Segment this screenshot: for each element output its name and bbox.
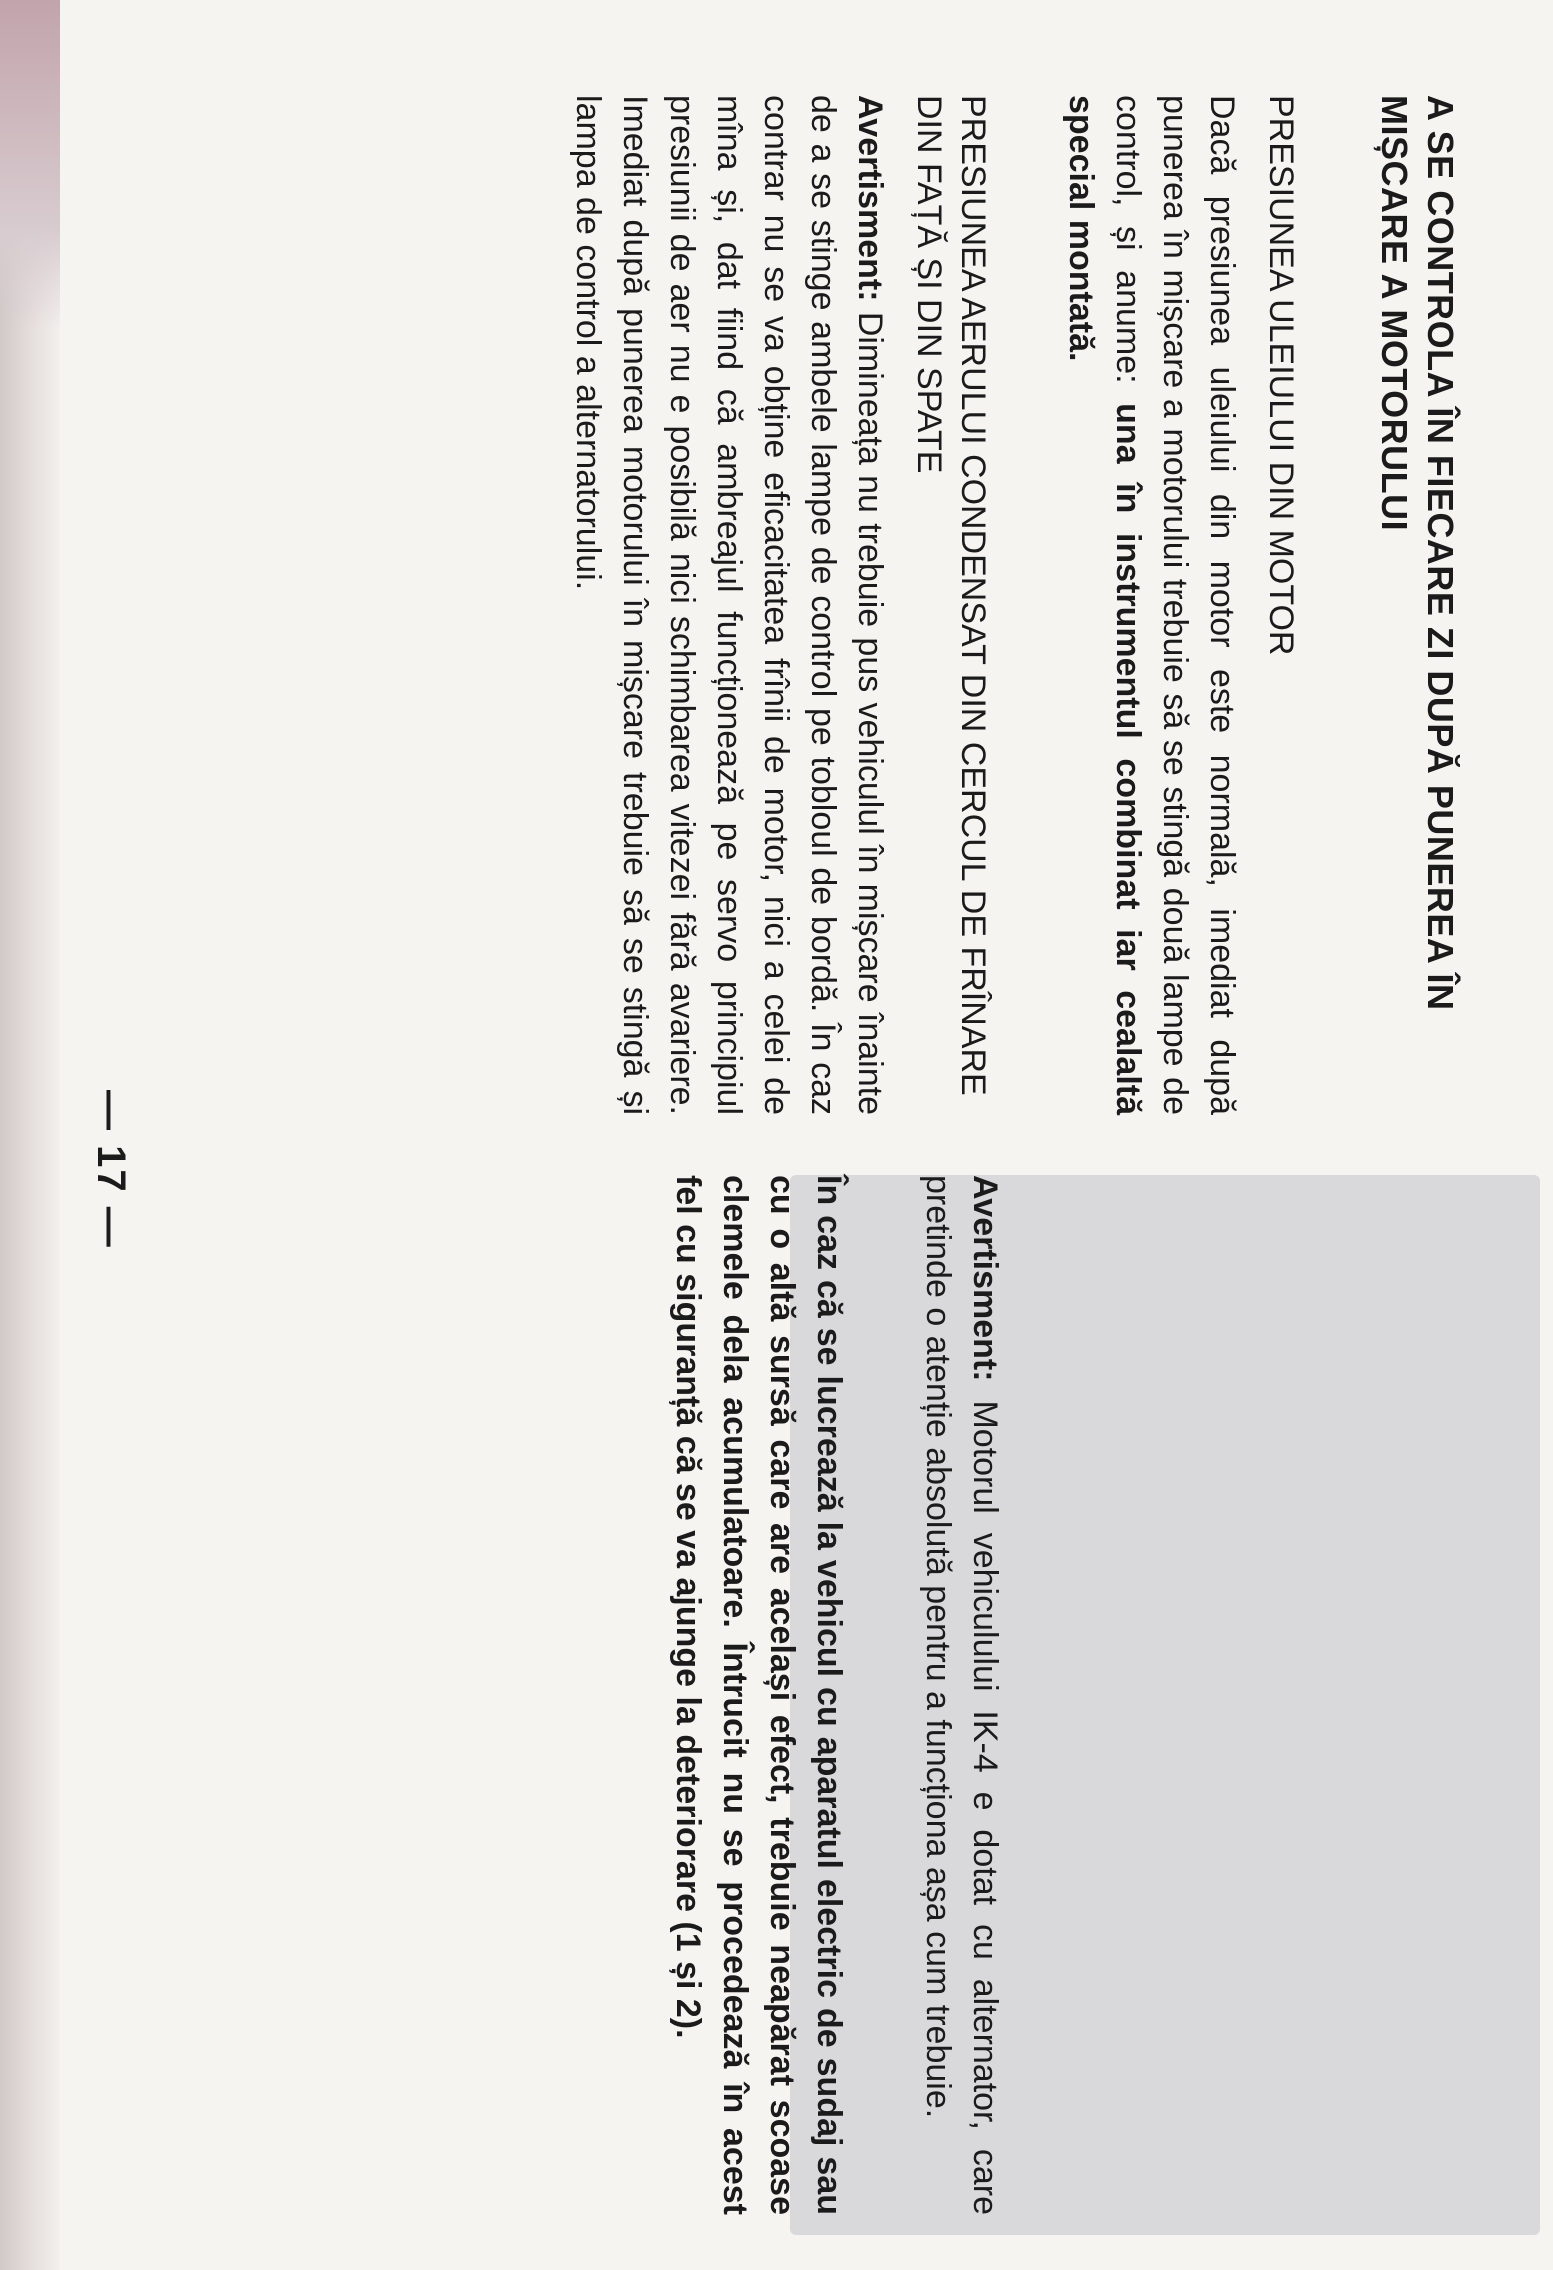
- right-column: [664, 1175, 1008, 2215]
- brake-warning-text: Dimineața nu trebuie pus vehiculul în mișcare înainte de a se stinge ambele lampe de control pe tobloul de bordă. În caz contrar nu se va obține eficacitatea frînii de motor, nici a celei de mîna și, dat fiind că ambreajul funcționează pe servo principiul presiunii de aer nu e posibilă nici schimbarea vitezei fără avariere. Imediat după punerea motorului în mișcare trebuie să se stingă și lampa de control a alternatorului.: [569, 95, 889, 1115]
- alternator-warning-label: Avertisment:: [966, 1175, 1004, 1382]
- brake-air-pressure-heading: PRESIUNEA AERULUI CONDENSAT DIN CERCUL DE FRÎNARE DIN FAȚĂ ȘI DIN SPATE: [910, 95, 992, 1096]
- alternator-warning-text: Motorul vehiculului IK-4 e dotat cu alternator, care pretinde o atenție absolută pentru a funcționa așa cum trebuie.: [919, 1175, 1004, 2215]
- oil-pressure-bold-text: una în instrumentul combinat iar cealaltă special montată.: [1062, 95, 1147, 1115]
- oil-pressure-heading: PRESIUNEA ULEIULUI DIN MOTOR: [1262, 95, 1300, 656]
- oil-pressure-text: Dacă presiunea uleiului din motor este normală, imediat după punerea în mișcare a motorului trebuie să se stingă două lampe de control, și anume:: [1109, 95, 1241, 1115]
- oil-pressure-paragraph: [1057, 95, 1245, 1115]
- alternator-warning-paragraph: [914, 1175, 1008, 2215]
- page-number: — 17 —: [89, 1090, 133, 1249]
- brake-warning-label: Avertisment:: [851, 95, 889, 302]
- welding-warning-paragraph: În caz că se lucrează la vehicul cu aparatul electric de sudaj sau cu o altă sursă care are același efect, trebuie neapărat scoase clemele dela acumulatoare. Întrucit nu se procedează în acest fel cu siguranță că se va ajunge la deteriorare (1 și 2).: [669, 1175, 848, 2215]
- brake-warning-paragraph: [564, 95, 893, 1115]
- left-column: [502, 95, 1463, 1115]
- page-title: A SE CONTROLA ÎN FIECARE ZI DUPĂ PUNEREA ÎN MIȘCARE A MOTORULUI: [1374, 95, 1461, 1011]
